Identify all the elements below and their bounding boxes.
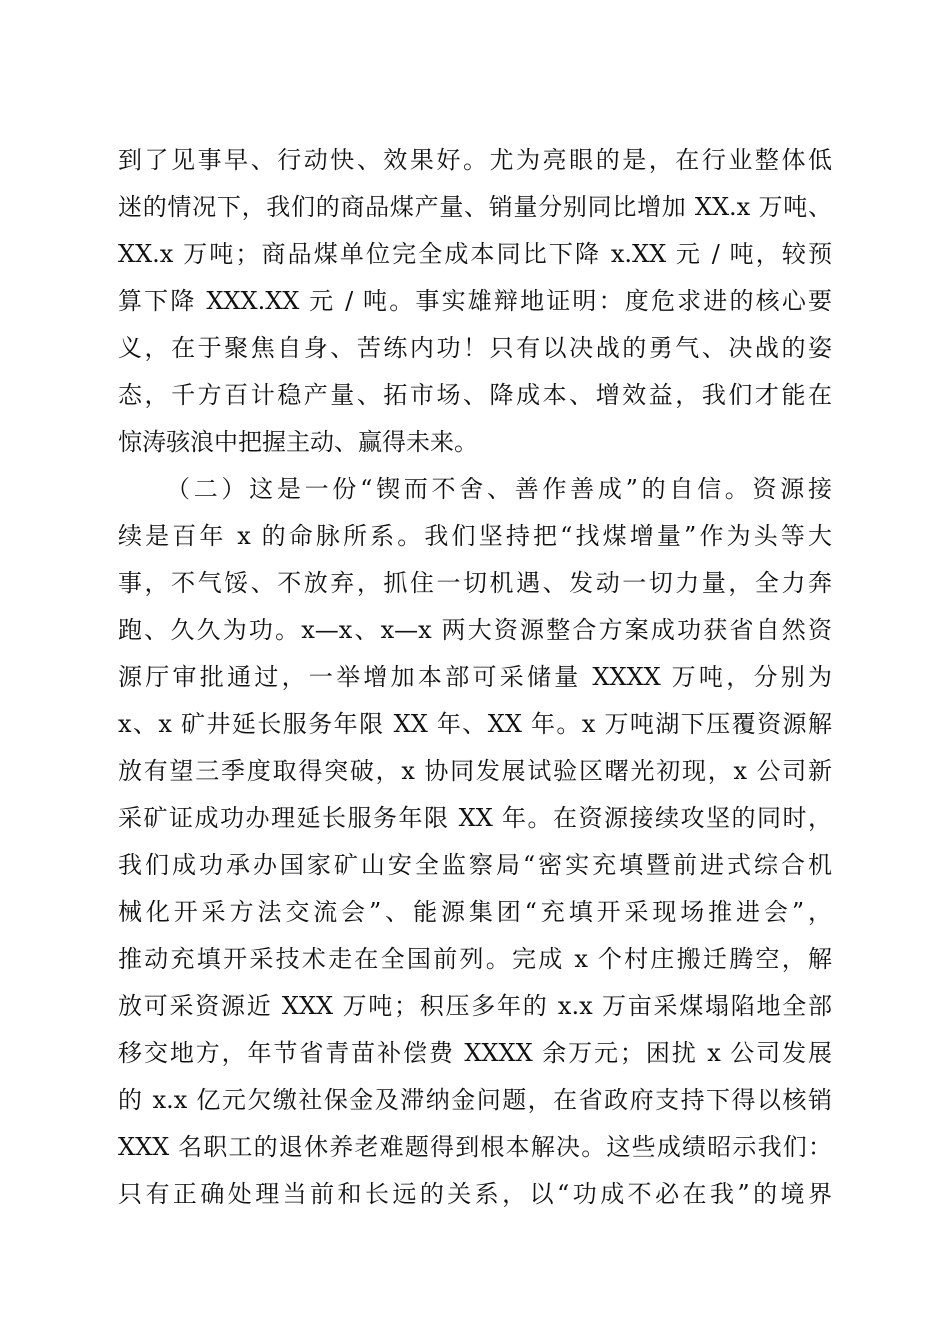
paragraph-line: 的 x.x 亿元欠缴社保金及滞纳金问题，在省政府支持下得以核销 — [118, 1086, 832, 1114]
paragraph-line: 只有正确处理当前和长远的关系，以“功成不必在我”的境界 — [118, 1180, 832, 1208]
paragraph-line: （二）这是一份“锲而不舍、善作善成”的自信。资源接 — [166, 475, 832, 503]
paragraph-line: 义，在于聚焦自身、苦练内功！只有以决战的勇气、决战的姿 — [118, 334, 832, 362]
paragraph-line: 续是百年 x 的命脉所系。我们坚持把“找煤增量”作为头等大 — [118, 522, 832, 550]
paragraph-line: 迷的情况下，我们的商品煤产量、销量分别同比增加 XX.x 万吨、 — [118, 193, 832, 221]
paragraph-line: 放可采资源近 XXX 万吨；积压多年的 x.x 万亩采煤塌陷地全部 — [118, 992, 832, 1020]
paragraph-line: XX.x 万吨；商品煤单位完全成本同比下降 x.XX 元 / 吨，较预 — [118, 240, 832, 268]
paragraph-line: 事，不气馁、不放弃，抓住一切机遇、发动一切力量，全力奔 — [118, 569, 832, 597]
paragraph-line: 到了见事早、行动快、效果好。尤为亮眼的是，在行业整体低 — [118, 146, 832, 174]
paragraph-line: 放有望三季度取得突破，x 协同发展试验区曙光初现，x 公司新 — [118, 757, 832, 785]
paragraph-line: 源厅审批通过，一举增加本部可采储量 XXXX 万吨，分别为 — [118, 663, 832, 691]
paragraph-line: x、x 矿井延长服务年限 XX 年、XX 年。x 万吨湖下压覆资源解 — [118, 710, 832, 738]
paragraph-line: 移交地方，年节省青苗补偿费 XXXX 余万元；困扰 x 公司发展 — [118, 1039, 832, 1067]
paragraph-line: 推动充填开采技术走在全国前列。完成 x 个村庄搬迁腾空，解 — [118, 945, 832, 973]
paragraph-line: 械化开采方法交流会”、能源集团“充填开采现场推进会”， — [118, 898, 832, 926]
paragraph-line: 采矿证成功办理延长服务年限 XX 年。在资源接续攻坚的同时， — [118, 804, 832, 832]
paragraph-line: 算下降 XXX.XX 元 / 吨。事实雄辩地证明：度危求进的核心要 — [118, 287, 832, 315]
paragraph-line: 态，千方百计稳产量、拓市场、降成本、增效益，我们才能在 — [118, 381, 832, 409]
paragraph-line: 跑、久久为功。x—x、x—x 两大资源整合方案成功获省自然资 — [118, 616, 832, 644]
paragraph-line: 我们成功承办国家矿山安全监察局“密实充填暨前进式综合机 — [118, 851, 832, 879]
paragraph-line: 惊涛骇浪中把握主动、赢得未来。 — [118, 428, 478, 456]
paragraph-line: XXX 名职工的退休养老难题得到根本解决。这些成绩昭示我们： — [118, 1133, 832, 1161]
